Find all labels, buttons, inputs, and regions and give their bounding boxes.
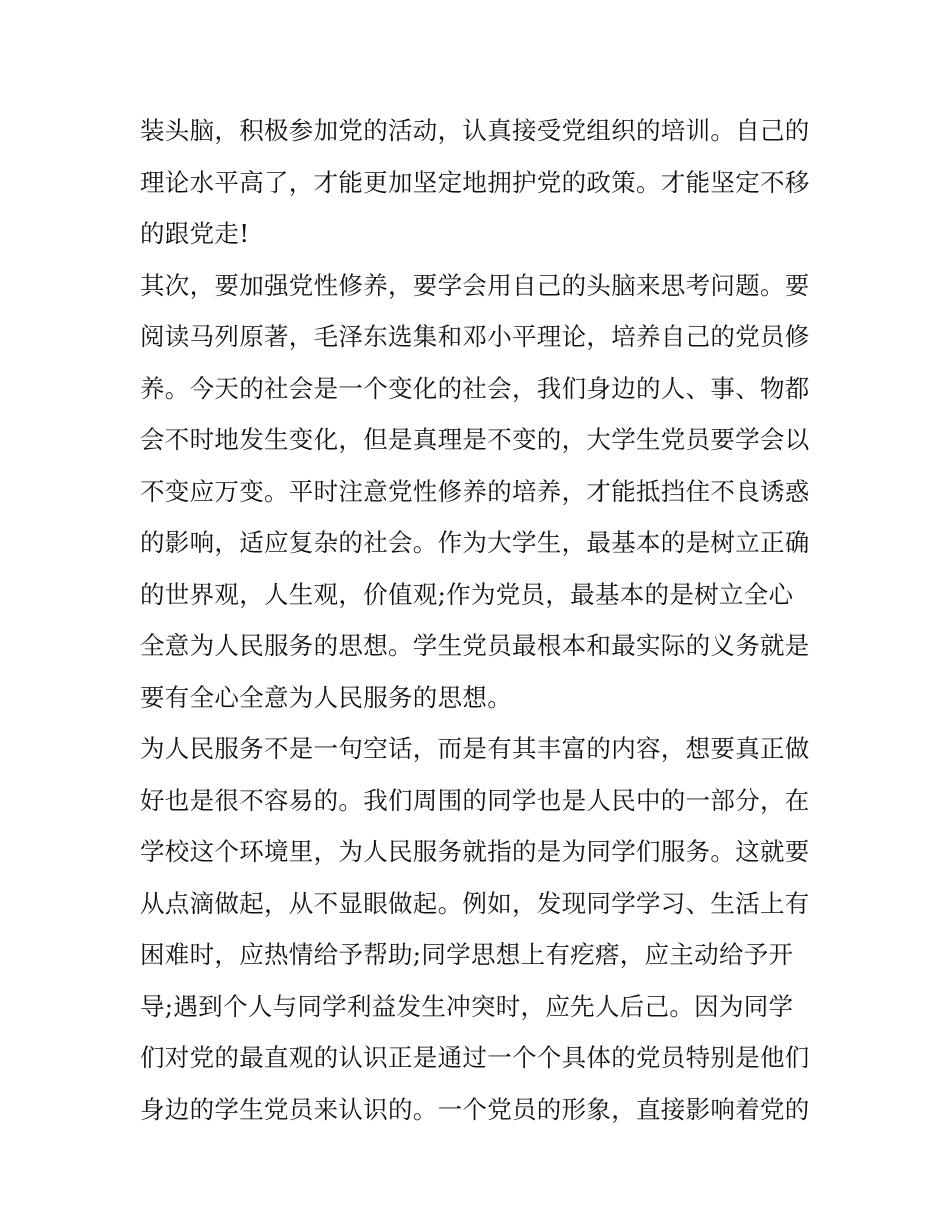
text-line: 的跟党走!: [140, 219, 250, 248]
text-line: 阅读马列原著，毛泽东选集和邓小平理论，培养自己的党员修: [140, 322, 810, 351]
text-line: 的世界观，人生观，价值观;作为党员，最基本的是树立全心: [140, 579, 794, 609]
text-line: 的影响，适应复杂的社会。作为大学生，最基本的是树立正确: [140, 528, 810, 557]
text-line: 要有全心全意为人民服务的思想。: [140, 682, 512, 712]
document-body: [140, 105, 820, 1135]
text-line: 理论水平高了，才能更加坚定地拥护党的政策。才能坚定不移: [140, 167, 810, 197]
text-line: 会不时地发生变化，但是真理是不变的，大学生党员要学会以: [140, 425, 810, 454]
text-line: 全意为人民服务的思想。学生党员最根本和最实际的义务就是: [140, 631, 810, 660]
text-line: 们对党的最直观的认识正是通过一个个具体的党员特别是他们: [140, 1043, 810, 1072]
text-line: 身边的学生党员来认识的。一个党员的形象，直接影响着党的: [140, 1094, 810, 1124]
text-line: 导;遇到个人与同学利益发生冲突时，应先人后己。因为同学: [140, 991, 794, 1021]
text-line: 装头脑，积极参加党的活动，认真接受党组织的培训。自己的: [140, 116, 810, 145]
text-line: 为人民服务不是一句空话，而是有其丰富的内容，想要真正做: [140, 734, 810, 763]
text-line: 从点滴做起，从不显眼做起。例如，发现同学学习、生活上有: [140, 888, 810, 918]
text-line: 养。今天的社会是一个变化的社会，我们身边的人、事、物都: [140, 373, 810, 403]
text-line: 不变应万变。平时注意党性修养的培养，才能抵挡住不良诱惑: [140, 476, 810, 506]
text-line: 困难时，应热情给予帮助;同学思想上有疙瘩，应主动给予开: [140, 940, 794, 969]
text-line: 好也是很不容易的。我们周围的同学也是人民中的一部分，在: [140, 785, 810, 815]
text-line: 学校这个环境里，为人民服务就指的是为同学们服务。这就要: [140, 837, 810, 866]
text-line: 其次，要加强党性修养，要学会用自己的头脑来思考问题。要: [140, 270, 810, 300]
